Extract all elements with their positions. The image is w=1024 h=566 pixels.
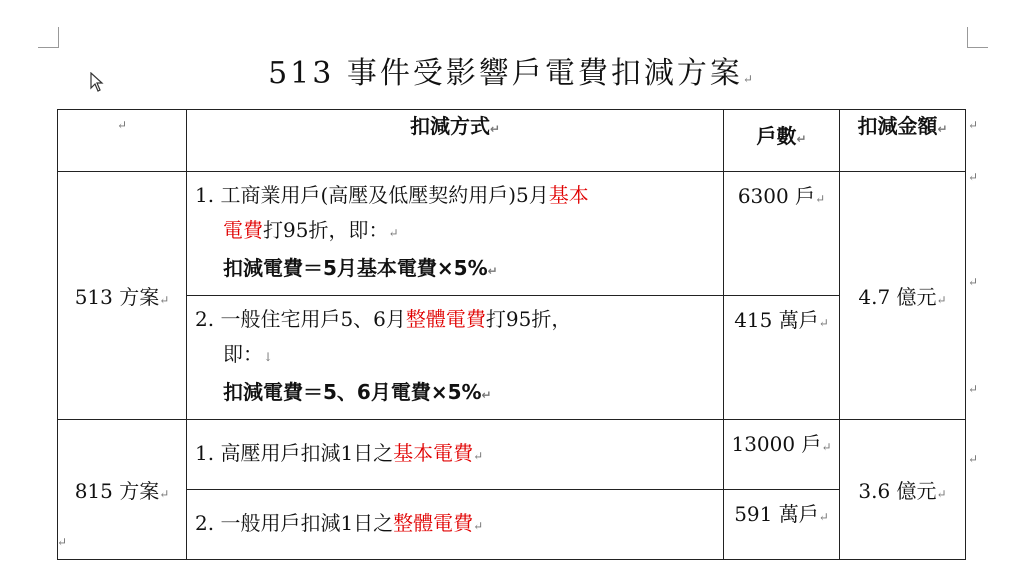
page-corner-mark-top-right — [967, 27, 988, 48]
table-row — [58, 172, 966, 296]
plan-815-amount: 3.6 億元↵ — [840, 420, 966, 560]
header-amount: 扣減金額↵ — [840, 110, 966, 172]
plan-513-item-2-count: 415 萬戶↵ — [724, 296, 840, 420]
paragraph-end-mark: ↵ — [57, 535, 68, 549]
plan-513-item-1: 1. 工商業用戶(高壓及低壓契約用戶)5月基本 電費打95折，即：↵ 扣減電費＝5月基本電費×5%↵ — [187, 172, 724, 296]
plan-513-item-2: 2. 一般住宅用戶5、6月整體電費打95折， 即：↓ 扣減電費＝5、6月電費×5%↵ — [187, 296, 724, 420]
header-count: 戶數↵ — [724, 110, 840, 172]
table-row — [58, 420, 966, 490]
plan-815-label: 815 方案↵ — [58, 420, 187, 560]
table-header-row — [58, 110, 966, 172]
row-end-mark: ↵ — [968, 118, 979, 132]
plan-815-item-2-count: 591 萬戶↵ — [724, 490, 840, 560]
plan-815-item-1-count: 13000 戶↵ — [724, 420, 840, 490]
header-method: 扣減方式↵ — [187, 110, 724, 172]
plan-513-item-1-count: 6300 戶↵ — [724, 172, 840, 296]
table-row — [58, 296, 966, 420]
plan-815-item-1: 1. 高壓用戶扣減1日之基本電費↵ — [187, 420, 724, 490]
deduction-table — [57, 109, 966, 560]
document-title: 513 事件受影響戶電費扣減方案↵ — [268, 56, 756, 91]
page-corner-mark-top-left — [38, 27, 59, 48]
row-end-mark: ↵ — [968, 170, 979, 184]
row-end-mark: ↵ — [968, 382, 979, 396]
plan-815-item-2: 2. 一般用戶扣減1日之整體電費↵ — [187, 490, 724, 560]
header-empty-cell: ↵ — [58, 110, 187, 172]
plan-513-label: 513 方案↵ — [58, 172, 187, 420]
table-row — [58, 490, 966, 560]
row-end-mark: ↵ — [968, 452, 979, 466]
plan-513-amount: 4.7 億元↵ — [840, 172, 966, 420]
row-end-mark: ↵ — [968, 275, 979, 289]
